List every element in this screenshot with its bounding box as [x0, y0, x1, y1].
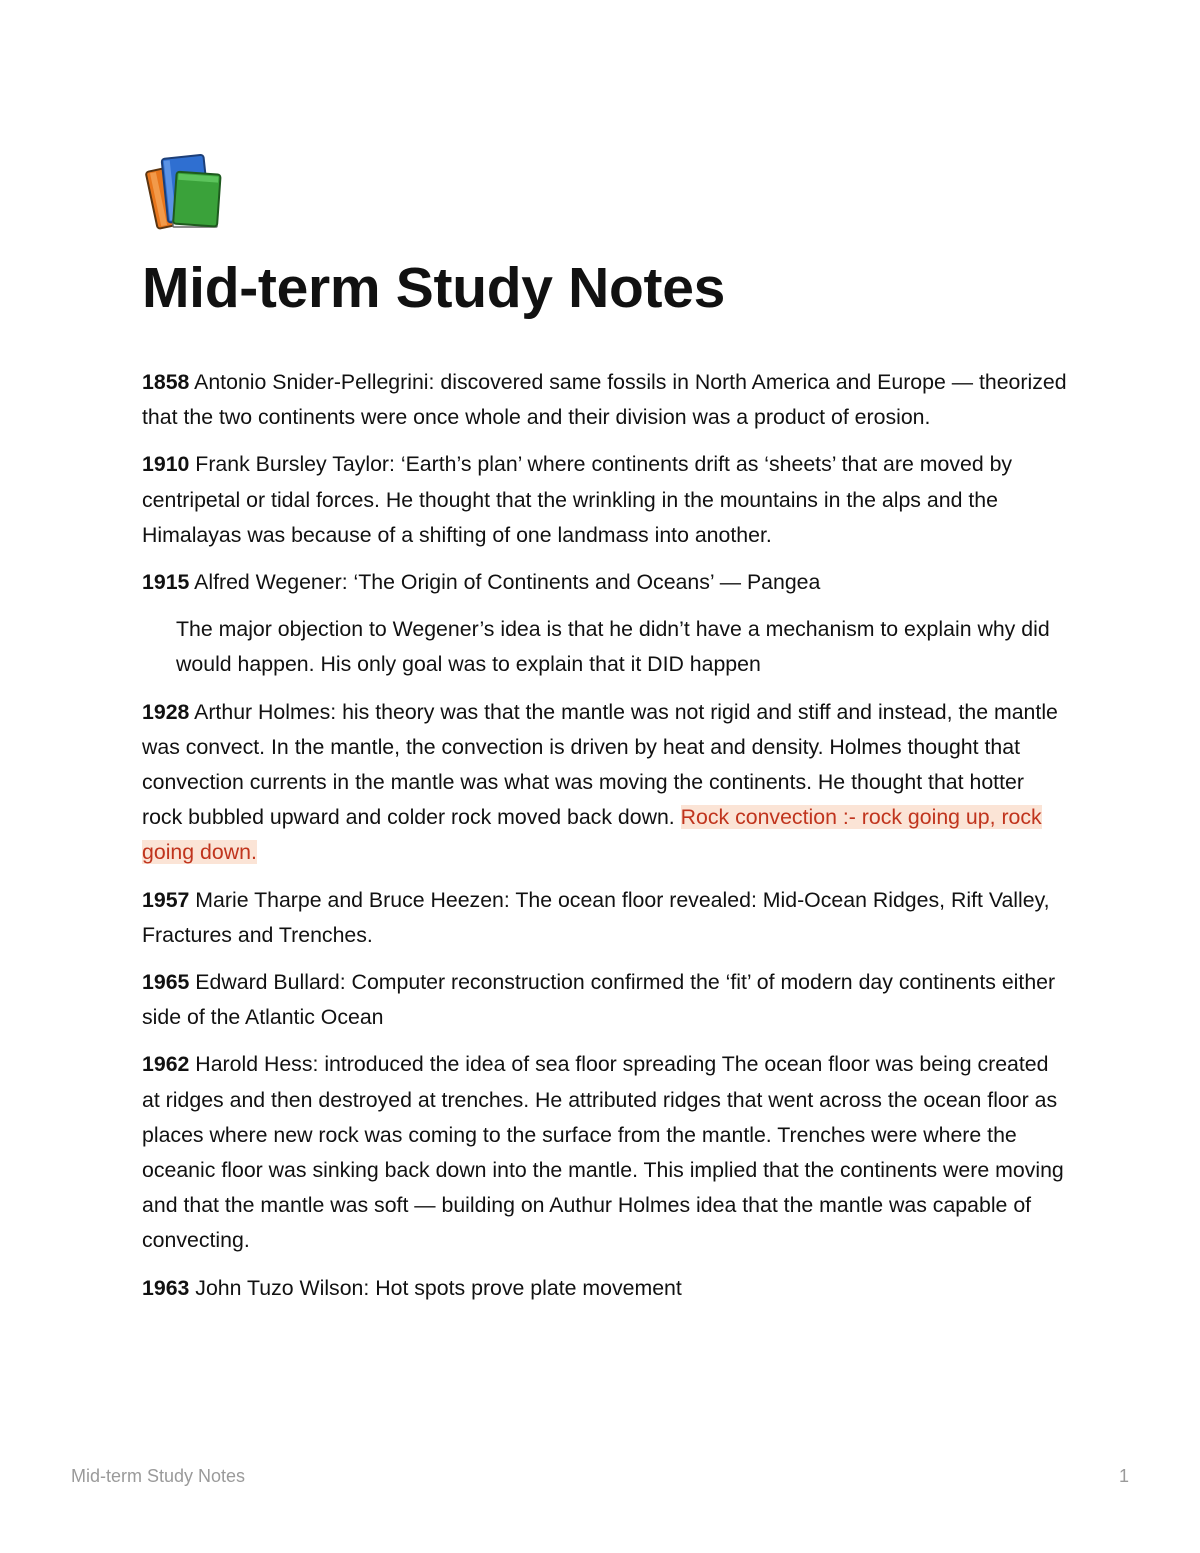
footer-title: Mid-term Study Notes — [71, 1466, 246, 1486]
entry-year: 1957 — [142, 887, 190, 912]
entry-text: Harold Hess: introduced the idea of sea floor spreading The ocean floor was being created at ridges and then destroyed at trenches. He attributed ridges that went across the ocean floor as places where new rock was coming to the surface from the mantle. Trenches were where the oceanic floor was sinking back down into the mantle. This implied that the continents were moving and that the mantle was soft — building on Authur Holmes idea that the mantle was capable of convecting. — [142, 1052, 1064, 1253]
timeline-entry — [142, 565, 1067, 600]
entry-year: 1910 — [142, 452, 190, 477]
entry-year: 1962 — [142, 1052, 190, 1077]
timeline-entry — [142, 883, 1067, 953]
entry-year: 1928 — [142, 699, 190, 724]
timeline-entry — [142, 695, 1067, 871]
entry-text: Edward Bullard: Computer reconstruction confirmed the ‘fit’ of modern day continents either side of the Atlantic Ocean — [142, 970, 1056, 1030]
entry-year: 1858 — [142, 370, 190, 394]
page-title: Mid-term Study Notes — [142, 256, 726, 320]
entry-text: Marie Tharpe and Bruce Heezen: The ocean floor revealed: Mid-Ocean Ridges, Rift Valley, Fractures and Trenches. — [142, 887, 1050, 947]
entry-year: 1965 — [142, 970, 190, 995]
entry-year: 1915 — [142, 570, 190, 595]
timeline-entry — [142, 447, 1067, 553]
timeline-entry — [142, 365, 1067, 435]
notes-content — [142, 365, 1067, 1318]
highlighted-text: Rock convection :- rock going up, rock going down. — [142, 805, 1042, 865]
page-number: 1 — [1118, 1466, 1129, 1486]
timeline-entry — [142, 1271, 1067, 1306]
entry-text: Antonio Snider-Pellegrini: discovered same fossils in North America and Europe — theorized that the two continents were once whole and their division was a product of erosion. — [142, 370, 1067, 430]
entry-year: 1963 — [142, 1275, 190, 1300]
entry-text: John Tuzo Wilson: Hot spots prove plate movement — [189, 1275, 682, 1300]
indented-note: The major objection to Wegener’s idea is that he didn’t have a mechanism to explain why did would happen. His only goal was to explain that it DID happen — [176, 617, 1050, 677]
books-icon — [143, 153, 227, 233]
timeline-entry — [142, 965, 1067, 1035]
entry-text: Arthur Holmes: his theory was that the mantle was not rigid and stiff and instead, the mantle was convect. In the mantle, the convection is driven by heat and density. Holmes thought that convection currents in the mantle was what was moving the continents. He thought that hotter rock bubbled upward and colder rock moved back down. — [142, 699, 1058, 830]
entry-text: Alfred Wegener: ‘The Origin of Continents and Oceans’ — Pangea — [189, 570, 821, 595]
timeline-entry — [142, 1047, 1067, 1258]
entry-text: Frank Bursley Taylor: ‘Earth’s plan’ where continents drift as ‘sheets’ that are moved by centripetal or tidal forces. He thought that the wrinkling in the mountains in the alps and the Himalayas was because of a shifting of one landmass into another. — [142, 452, 1013, 547]
